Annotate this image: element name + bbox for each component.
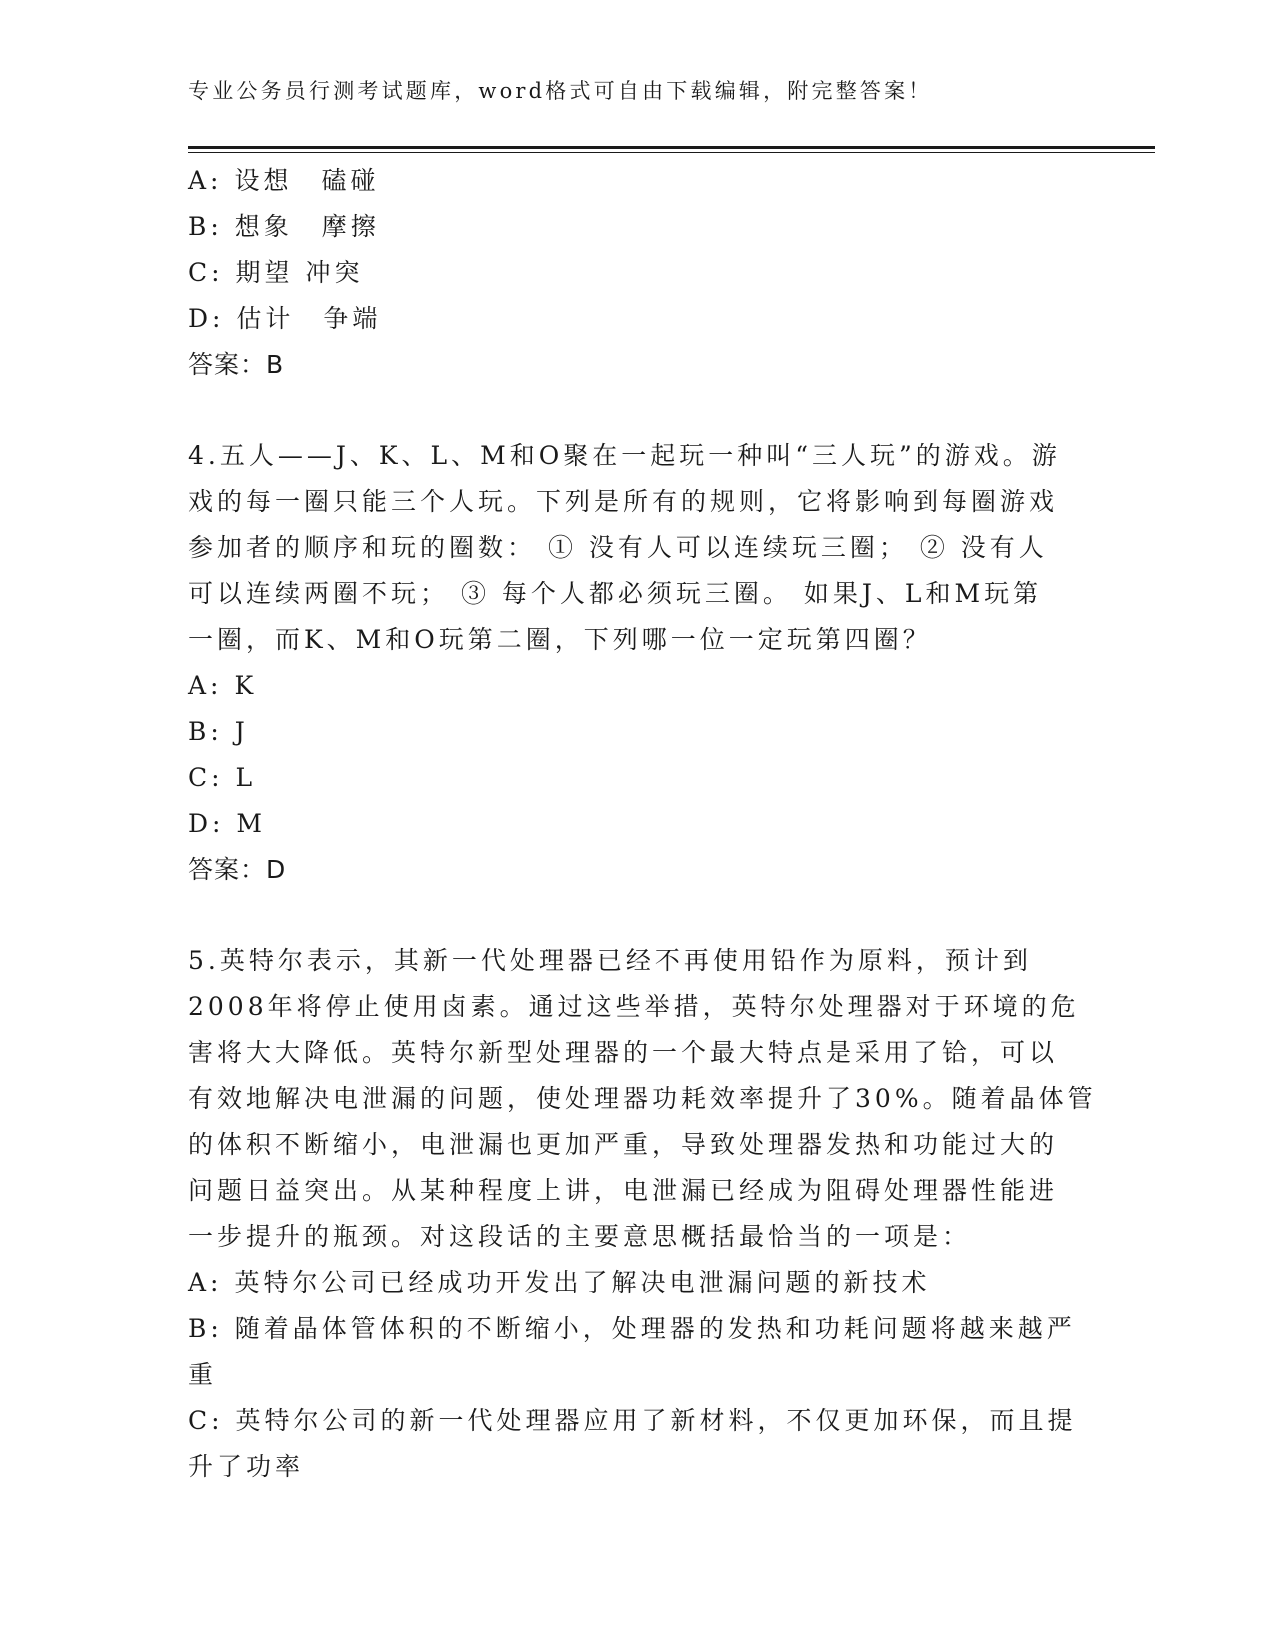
q5-stem-line: 一步提升的瓶颈。对这段话的主要意思概括最恰当的一项是： (188, 1222, 972, 1251)
q3-option-b: B: 想象 摩擦 (188, 212, 380, 241)
document-body (188, 158, 1097, 1490)
q4-stem-line: 4.五人——J、K、L、M和O聚在一起玩一种叫“三人玩”的游戏。游 (188, 441, 1061, 470)
q5-option-c-continued: 升了功率 (188, 1452, 305, 1481)
q5-stem-line: 害将大大降低。英特尔新型处理器的一个最大特点是采用了铪，可以 (188, 1038, 1059, 1067)
q5-stem-line: 5.英特尔表示，其新一代处理器已经不再使用铅作为原料，预计到 (188, 946, 1032, 975)
q4-stem-line: 戏的每一圈只能三个人玩。下列是所有的规则，它将影响到每圈游戏 (188, 487, 1059, 516)
q5-option-b-continued: 重 (188, 1360, 218, 1389)
q5-stem-line: 2008年将停止使用卤素。通过这些举措，英特尔处理器对于环境的危 (188, 992, 1080, 1021)
q4-stem-line: 参加者的顺序和玩的圈数： ① 没有人可以连续玩三圈； ② 没有人 (188, 533, 1048, 562)
page-header: 专业公务员行测考试题库，word格式可自由下载编辑，附完整答案！ (188, 79, 933, 103)
q4-stem-line: 可以连续两圈不玩； ③ 每个人都必须玩三圈。 如果J、L和M玩第 (188, 579, 1043, 608)
q4-stem-line: 一圈，而K、M和O玩第二圈，下列哪一位一定玩第四圈？ (188, 625, 932, 654)
q4-option-a: A: K (188, 671, 258, 700)
q5-stem-line: 有效地解决电泄漏的问题，使处理器功耗效率提升了30%。随着晶体管 (188, 1084, 1097, 1113)
q4-option-c: C: L (188, 763, 257, 792)
q3-answer: 答案：B (188, 350, 285, 379)
q3-option-c: C: 期望 冲突 (188, 258, 364, 287)
q5-option-a: A: 英特尔公司已经成功开发出了解决电泄漏问题的新技术 (188, 1268, 931, 1297)
q4-option-d: D: M (188, 809, 267, 838)
q4-answer: 答案：D (188, 855, 287, 884)
q5-option-c: C: 英特尔公司的新一代处理器应用了新材料，不仅更加环保，而且提 (188, 1406, 1077, 1435)
header-rule-thin (188, 152, 1155, 153)
q3-option-a: A: 设想 磕碰 (188, 166, 380, 195)
q5-option-b: B: 随着晶体管体积的不断缩小，处理器的发热和功耗问题将越来越严 (188, 1314, 1076, 1343)
q3-option-d: D: 估计 争端 (188, 304, 382, 333)
q5-stem-line: 问题日益突出。从某种程度上讲，电泄漏已经成为阻碍处理器性能进 (188, 1176, 1059, 1205)
q4-option-b: B: J (188, 717, 249, 746)
q5-stem-line: 的体积不断缩小，电泄漏也更加严重，导致处理器发热和功能过大的 (188, 1130, 1059, 1159)
header-rule-thick (188, 146, 1155, 149)
